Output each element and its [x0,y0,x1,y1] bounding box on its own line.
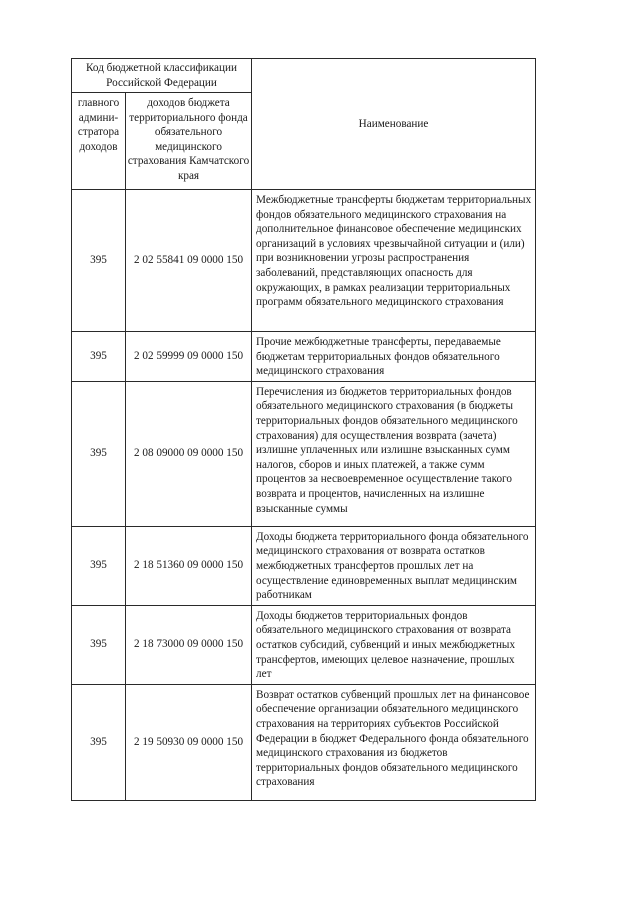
table-row [72,684,536,800]
header-income: доходов бюджета территориального фонда обязательного медицинского страхования Камчатского края [126,93,252,190]
admin-code-cell: 395 [72,381,126,526]
name-cell: Доходы бюджетов территориальных фондов обязательного медицинского страхования от возврата остатков субсидий, субвенций и иных межбюджетных трансфертов, имеющих целевое назначение, прошлых лет [252,605,536,684]
income-code-cell: 2 18 51360 09 0000 150 [126,526,252,605]
header-budget-classification-code: Код бюджетной классификации Российской Федерации [72,59,252,93]
admin-code-cell: 395 [72,190,126,332]
name-cell: Межбюджетные трансферты бюджетам территориальных фондов обязательного медицинского страхования на дополнительное финансовое обеспечение медицинских организаций в условиях чрезвычайной ситуации и (или) при возникновении угрозы распространения заболеваний, представляющих опасность для окружающих, в рамках реализации территориальных программ обязательного медицинского страхования [252,190,536,332]
header-row-group [72,59,536,93]
name-cell: Доходы бюджета территориального фонда обязательного медицинского страхования от возврата остатков межбюджетных трансфертов прошлых лет на осуществление единовременных выплат медицинским работникам [252,526,536,605]
admin-code-cell: 395 [72,605,126,684]
income-code-cell: 2 02 55841 09 0000 150 [126,190,252,332]
income-code-cell: 2 19 50930 09 0000 150 [126,684,252,800]
table-row [72,190,536,332]
admin-code-cell: 395 [72,684,126,800]
table-row [72,526,536,605]
header-name: Наименование [252,59,536,190]
admin-code-cell: 395 [72,526,126,605]
budget-classification-table [71,58,536,801]
income-code-cell: 2 02 59999 09 0000 150 [126,332,252,382]
name-cell: Прочие межбюджетные трансферты, передаваемые бюджетам территориальных фондов обязательного медицинского страхования [252,332,536,382]
table-row [72,332,536,382]
table-row [72,381,536,526]
name-cell: Возврат остатков субвенций прошлых лет на финансовое обеспечение организации обязательного медицинского страхования на территориях субъектов Российской Федерации в бюджет Федерального фонда обязательного медицинского страхования из бюджетов территориальных фондов обязательного медицинского страхования [252,684,536,800]
header-admin: главного админи-стратора доходов [72,93,126,190]
admin-code-cell: 395 [72,332,126,382]
table-row [72,605,536,684]
name-cell: Перечисления из бюджетов территориальных фондов обязательного медицинского страхования (в бюджеты территориальных фондов обязательного медицинского страхования) для осуществления возврата (зачета) излишне уплаченных или излишне взысканных сумм налогов, сборов и иных платежей, а также сумм процентов за несвоевременное осуществление такого возврата и процентов, начисленных на излишне взысканные суммы [252,381,536,526]
income-code-cell: 2 18 73000 09 0000 150 [126,605,252,684]
income-code-cell: 2 08 09000 09 0000 150 [126,381,252,526]
